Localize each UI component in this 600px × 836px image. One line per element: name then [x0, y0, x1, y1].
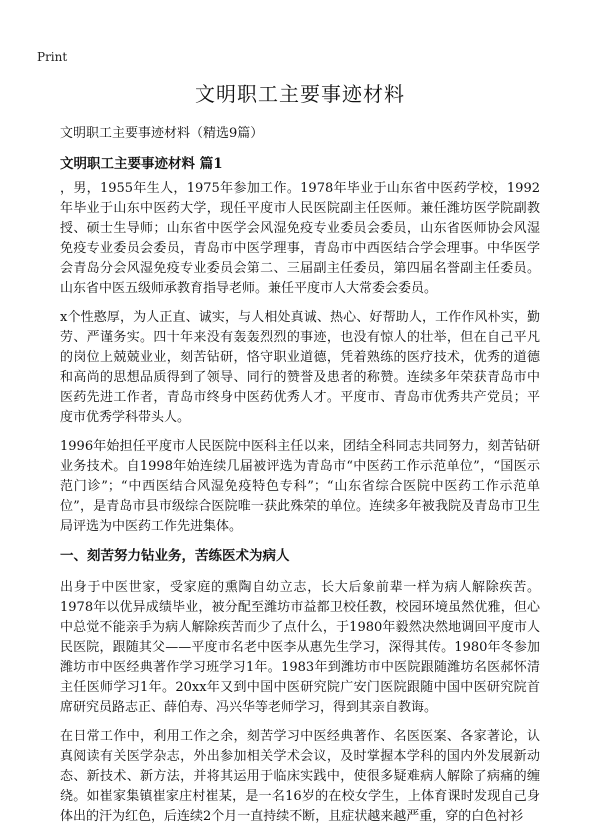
body-paragraph: 1996年始担任平度市人民医院中医科主任以来，团结全科同志共同努力，刻苦钻研业务技术。自1998年始连续几届被评选为青岛市“中医药工作示范单位”，“国医示范门诊”；“中西医结合风湿免疫特色专科”；“山东省综合医院中医药工作示范单位”，是青岛市县市级综合医院唯一获此殊荣的单位。连续多年被我院及青岛市卫生局评选为中医药工作先进集体。	[60, 439, 540, 534]
body-paragraph: x个性憨厚，为人正直、诚实，与人相处真诚、热心、好帮助人，工作作风朴实，勤劳、严谨务实。四十年来没有轰轰烈烈的事迹，也没有惊人的壮举，但在自己平凡的岗位上兢兢业业，刻苦钻研，恪守职业道德，凭着熟练的医疗技术，优秀的道德和高尚的思想品质得到了领导、同行的赞誉及患者的称赞。连续多年荣获青岛市中医药先进工作者，青岛市终身中医药优秀人才。平度市、青岛市优秀共产党员；平度市优秀学科带头人。	[60, 310, 540, 425]
body-paragraph: ，男，1955年生人，1975年参加工作。1978年毕业于山东省中医药学校，1992年毕业于山东中医药大学，现任平度市人民医院副主任医师。兼任潍坊医学院副教授、硕士生导师；山东省中医学会风湿免疫专业委员会委员，山东省医师协会风湿免疫专业委员会委员，青岛市中医学理事，青岛市中西医结合学会理事。中华医学会青岛分会风湿免疫专业委员会第二、三届副主任委员，第四届名誉副主任委员。山东省中医五级师承教育指导老师。兼任平度市人大常委会委员。	[60, 181, 540, 296]
body-paragraph: 出身于中医世家，受家庭的熏陶自幼立志，长大后象前辈一样为病人解除疾苦。1978年以优异成绩毕业，被分配至潍坊市益都卫校任教，校园环境虽然优雅，但心中总觉不能亲手为病人解除疾苦而少了点什么，于1980年毅然决然地调回平度市人民医院，跟随其父——平度市名老中医李从惠先生学习，深得其传。1980年冬参加潍坊市中医经典著作学习班学习1年。1983年到潍坊市中医院跟随潍坊名医郝怀清主任医师学习1年。20xx年又到中国中医研究院广安门医院跟随中国中医研究院首席研究员路志正、薛伯寿、冯兴华等老师学习，得到其亲自教诲。	[60, 580, 540, 715]
document-body	[60, 179, 540, 836]
document-title: 文明职工主要事迹材料	[195, 82, 405, 106]
subsection-heading: 一、刻苦努力钻业务，苦练医术为病人	[60, 548, 290, 564]
body-paragraph: 在日常工作中，利用工作之余，刻苦学习中医经典著作、名医医案、各家著论，认真阅读有关医学杂志，外出参加相关学术会议，及时掌握本学科的国内外发展新动态、新技术、新方法，并将其运用于临床实践中，使很多疑难病人解除了病痛的缠绕。如崔家集镇崔家庄村崔某，是一名16岁的在校女学生，上体育课时发现自己身体出的汗为红色，后连续2个月一直持续不断，且症状越来越严重，穿的白色衬衫	[60, 729, 540, 824]
section-title: 文明职工主要事迹材料 篇1	[60, 156, 223, 172]
print-link[interactable]: Print	[37, 50, 68, 64]
document-subtitle: 文明职工主要事迹材料（精选9篇）	[60, 126, 264, 141]
